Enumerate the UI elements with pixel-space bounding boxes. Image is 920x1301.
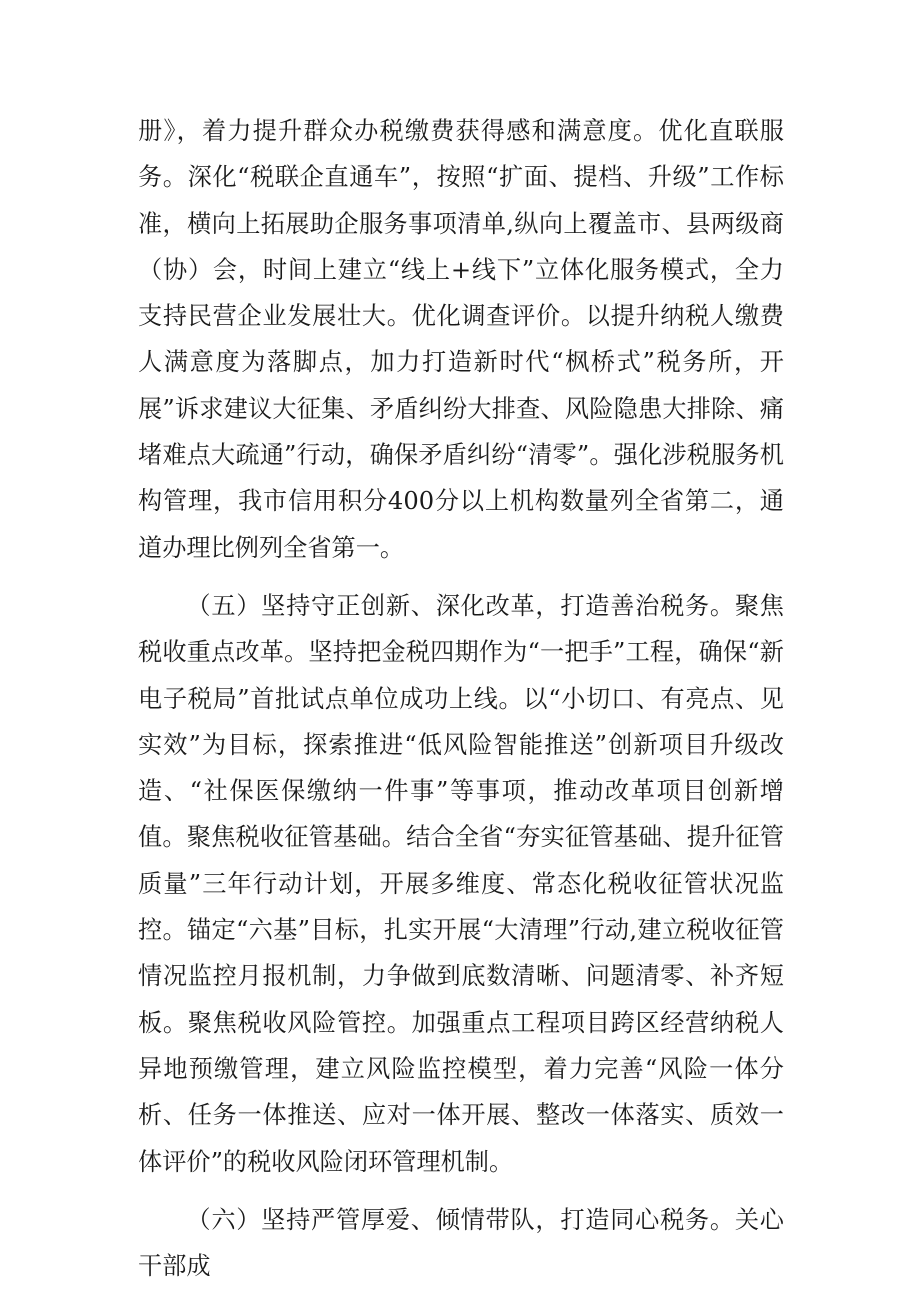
- paragraph-2: （五）坚持守正创新、深化改革，打造善治税务。聚焦税收重点改革。坚持把金税四期作为“一把手”工程，确保“新电子税局”首批试点单位成功上线。以“小切口、有亮点、见实效”为目标，探索推进“低风险智能推送”创新项目升级改造、“社保医保缴纳一件事”等事项，推动改革项目创新增值。聚焦税收征管基础。结合全省“夯实征管基础、提升征管质量”三年行动计划，开展多维度、常态化税收征管状况监控。锚定“六基”目标，扎实开展“大清理”行动,建立税收征管情况监控月报机制，力争做到底数清晰、问题清零、补齐短板。聚焦税收风险管控。加强重点工程项目跨区经营纳税人异地预缴管理，建立风险监控模型，着力完善“风险一体分析、任务一体推送、应对一体开展、整改一体落实、质效一体评价”的税收风险闭环管理机制。: [138, 591, 784, 1176]
- paragraph-3: （六）坚持严管厚爱、倾情带队，打造同心税务。关心干部成: [138, 1205, 784, 1281]
- paragraph-1: 册》，着力提升群众办税缴费获得感和满意度。优化直联服务。深化“税联企直通车”，按照“扩面、提档、升级”工作标准，横向上拓展助企服务事项清单,纵向上覆盖市、县两级商（协）会，时间上建立“线上+线下”立体化服务模式，全力支持民营企业发展壮大。优化调查评价。以提升纳税人缴费人满意度为落脚点，加力打造新时代“枫桥式”税务所，开展”诉求建议大征集、矛盾纠纷大排查、风险隐患大排除、痛堵难点大疏通”行动，确保矛盾纠纷“清零”。强化涉税服务机构管理，我市信用积分400分以上机构数量列全省第二，通道办理比例列全省第一。: [138, 117, 784, 562]
- document-body: [138, 108, 784, 1301]
